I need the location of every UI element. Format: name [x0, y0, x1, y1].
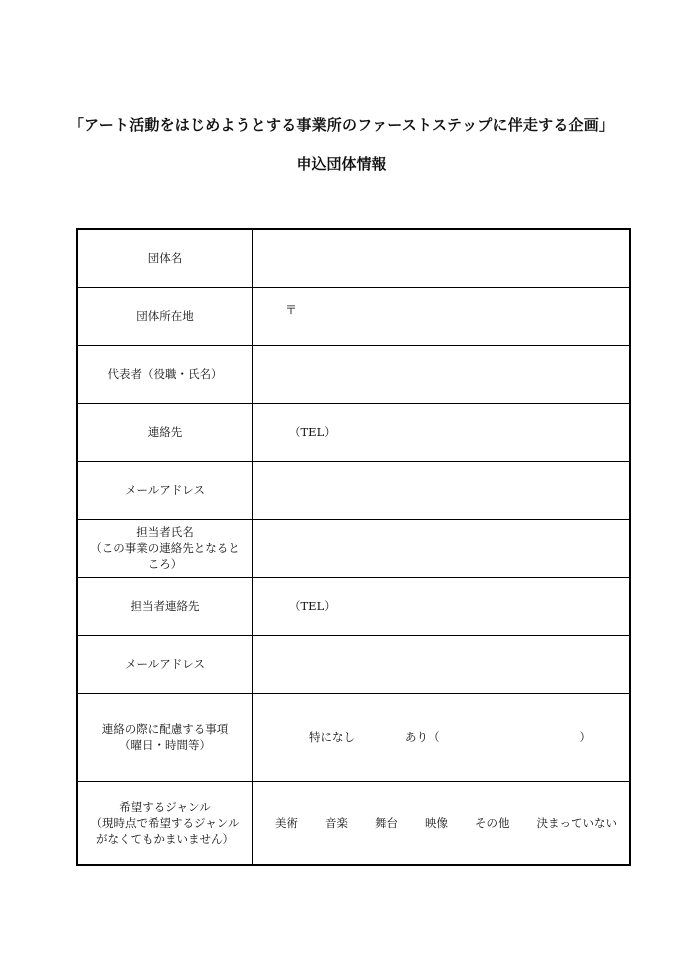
label-contact: 連絡先: [77, 403, 253, 461]
label-person-in-charge-note: （この事業の連絡先となると ころ）: [90, 541, 240, 571]
option-none[interactable]: 特になし: [309, 730, 355, 744]
label-person-in-charge-main: 担当者氏名: [136, 525, 194, 539]
row-representative: [77, 345, 630, 403]
application-form-table: [76, 228, 631, 866]
row-person-contact: [77, 577, 630, 635]
genre-video[interactable]: 映像: [425, 815, 448, 830]
field-person-in-charge[interactable]: [253, 519, 631, 577]
row-person-email: [77, 635, 630, 693]
option-yes-close-paren: ）: [579, 730, 591, 744]
row-genre: [77, 781, 630, 865]
label-person-in-charge: [77, 519, 253, 577]
row-email: [77, 461, 630, 519]
postal-mark: 〒: [285, 302, 298, 317]
row-contact: [77, 403, 630, 461]
label-organization-address: 団体所在地: [77, 287, 253, 345]
field-representative[interactable]: [253, 345, 631, 403]
row-organization-address: [77, 287, 630, 345]
genre-undecided[interactable]: 決まっていない: [536, 815, 617, 830]
genre-stage[interactable]: 舞台: [375, 815, 398, 830]
field-considerations[interactable]: [253, 693, 631, 781]
label-genre-main: 希望するジャンル: [119, 799, 211, 814]
field-genre: [253, 781, 631, 865]
label-representative: 代表者（役職・氏名）: [77, 345, 253, 403]
genre-music[interactable]: 音楽: [325, 815, 348, 830]
field-organization-address[interactable]: [253, 287, 631, 345]
option-yes[interactable]: あり（: [405, 730, 440, 744]
label-considerations-main: 連絡の際に配慮する事項: [101, 722, 229, 736]
document-subtitle: 申込団体情報: [296, 155, 387, 173]
label-genre-note: （現時点で希望するジャンル がなくてもかまいません）: [90, 815, 240, 846]
label-person-email: メールアドレス: [77, 635, 253, 693]
label-organization-name: 団体名: [77, 229, 253, 287]
genre-other[interactable]: その他: [475, 815, 510, 830]
field-organization-name[interactable]: [253, 229, 631, 287]
field-email[interactable]: [253, 461, 631, 519]
row-person-in-charge: [77, 519, 630, 577]
label-person-contact: 担当者連絡先: [77, 577, 253, 635]
considerations-options: [253, 729, 629, 745]
genre-options: [253, 815, 629, 831]
label-considerations: [77, 693, 253, 781]
tel-prefix: （TEL）: [289, 425, 336, 439]
label-genre: [77, 781, 253, 865]
row-organization-name: [77, 229, 630, 287]
label-considerations-note: （曜日・時間等）: [119, 738, 211, 752]
field-person-contact[interactable]: [253, 577, 631, 635]
tel-prefix-person: （TEL）: [289, 599, 336, 613]
genre-art[interactable]: 美術: [275, 815, 298, 830]
field-person-email[interactable]: [253, 635, 631, 693]
row-considerations: [77, 693, 630, 781]
field-contact[interactable]: [253, 403, 631, 461]
label-email: メールアドレス: [77, 461, 253, 519]
document-title: 「アート活動をはじめようとする事業所のファーストステップに伴走する企画」: [68, 116, 615, 134]
